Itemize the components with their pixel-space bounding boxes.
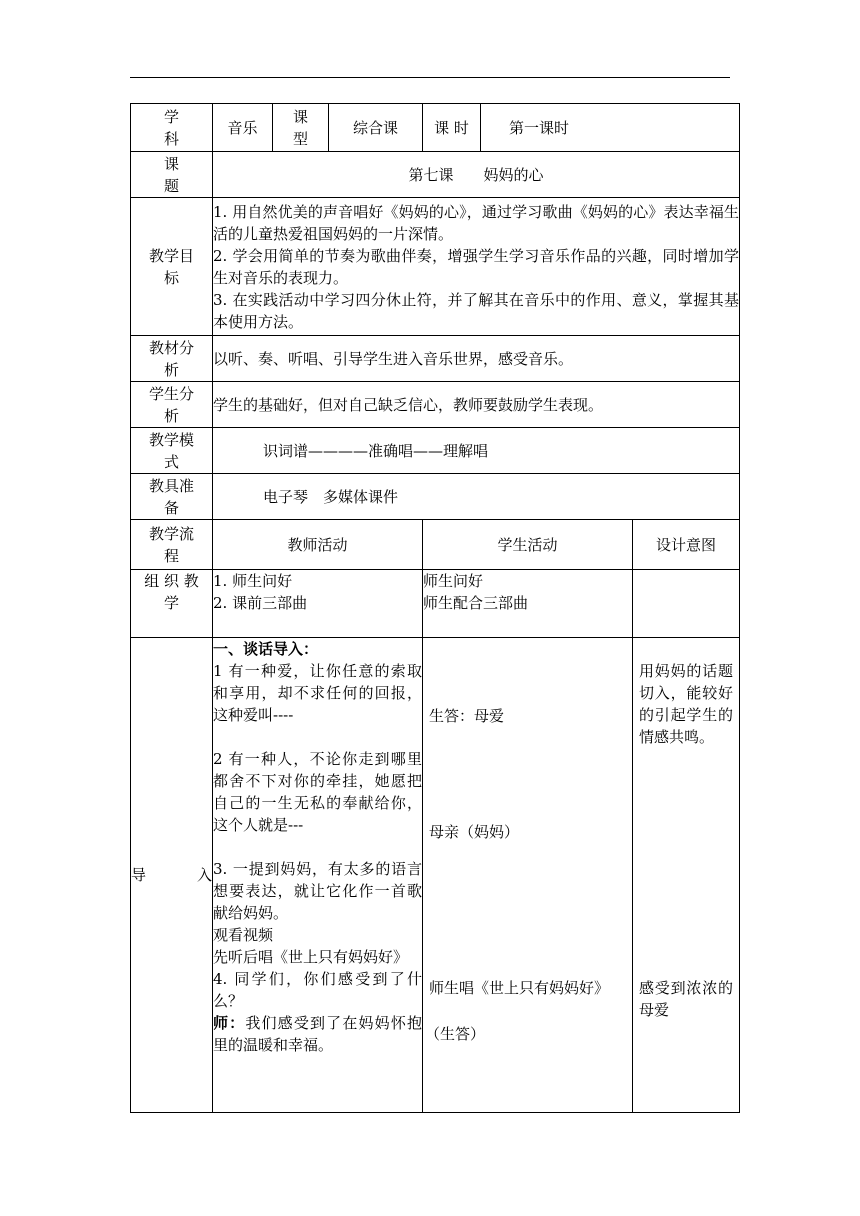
student-activity-header: 学生活动 — [423, 520, 633, 570]
intro-design-2: 感受到浓浓的母爱 — [639, 979, 733, 1019]
subject-value: 音乐 — [213, 104, 273, 152]
period-value: 第一课时 — [481, 104, 740, 152]
intro-student-answer-2: 母亲（妈妈） — [429, 823, 520, 841]
intro-question-1: 1 有一种爱，让你任意的索取和享用，却不求任何的回报，这种爱叫---- — [213, 662, 422, 724]
mode-value: 识词谱————准确唱——理解唱 — [213, 428, 740, 474]
goals-list — [213, 198, 740, 336]
teacher-prefix: 师： — [213, 1014, 246, 1032]
intro-heading: 一、谈话导入： — [213, 640, 319, 658]
lesson-plan-table — [130, 103, 740, 1113]
intro-question-2: 2 有一种人，不论你走到哪里都舍不下对你的牵挂，她愿把自己的一生无私的奉献给你，这个人就是--- — [213, 750, 422, 834]
type-label: 课 型 — [273, 104, 329, 152]
intro-student-answer-1: 生答：母爱 — [429, 707, 505, 725]
goal-item: 2. 学会用简单的节奏为歌曲伴奏，增强学生学习音乐作品的兴趣，同时增加学生对音乐的表现力。 — [213, 246, 739, 287]
intro-student-answer-3: 师生唱《世上只有妈妈好》 — [429, 979, 610, 997]
material-value: 以听、奏、听唱、引导学生进入音乐世界，感受音乐。 — [213, 336, 740, 382]
teacher-summary-text: 我们感受到了在妈妈怀抱里的温暖和幸福。 — [213, 1014, 422, 1054]
tools-label: 教具准 备 — [131, 474, 213, 520]
teacher-activity-header: 教师活动 — [213, 520, 423, 570]
intro-design — [633, 638, 740, 1113]
topic-value: 第七课 妈妈的心 — [213, 152, 740, 198]
intro-label: 导 入 — [131, 638, 213, 1113]
student-label: 学生分 析 — [131, 382, 213, 428]
goals-label: 教学目 标 — [131, 198, 213, 336]
intro-question-3: 3. 一提到妈妈，有太多的语言想要表达，就让它化作一首歌献给妈妈。 观看视频 先听后唱《世上只有妈妈好》 4. 同学们，你们感受到了什么？ — [213, 860, 422, 1010]
header-rule — [130, 77, 730, 78]
organize-teacher: 1. 师生问好 2. 课前三部曲 — [213, 570, 423, 638]
tools-value: 电子琴 多媒体课件 — [213, 474, 740, 520]
mode-label: 教学模 式 — [131, 428, 213, 474]
organize-design — [633, 570, 740, 638]
design-intent-header: 设计意图 — [633, 520, 740, 570]
flow-label: 教学流 程 — [131, 520, 213, 570]
subject-label: 学 科 — [131, 104, 213, 152]
goal-item: 3. 在实践活动中学习四分休止符，并了解其在音乐中的作用、意义，掌握其基本使用方法。 — [213, 290, 739, 331]
student-value: 学生的基础好，但对自己缺乏信心，教师要鼓励学生表现。 — [213, 382, 740, 428]
period-label: 课 时 — [423, 104, 481, 152]
intro-student — [423, 638, 633, 1113]
organize-student: 师生问好 师生配合三部曲 — [423, 570, 633, 638]
intro-design-1: 用妈妈的话题切入，能较好的引起学生的情感共鸣。 — [639, 662, 733, 746]
topic-label: 课 题 — [131, 152, 213, 198]
organize-label: 组 织 教 学 — [131, 570, 213, 638]
material-label: 教材分 析 — [131, 336, 213, 382]
goal-item: 1. 用自然优美的声音唱好《妈妈的心》，通过学习歌曲《妈妈的心》表达幸福生活的儿童热爱祖国妈妈的一片深情。 — [213, 202, 739, 243]
intro-teacher — [213, 638, 423, 1113]
intro-student-answer-4: （生答） — [425, 1025, 486, 1043]
type-value: 综合课 — [329, 104, 423, 152]
intro-teacher-summary — [213, 1012, 422, 1056]
